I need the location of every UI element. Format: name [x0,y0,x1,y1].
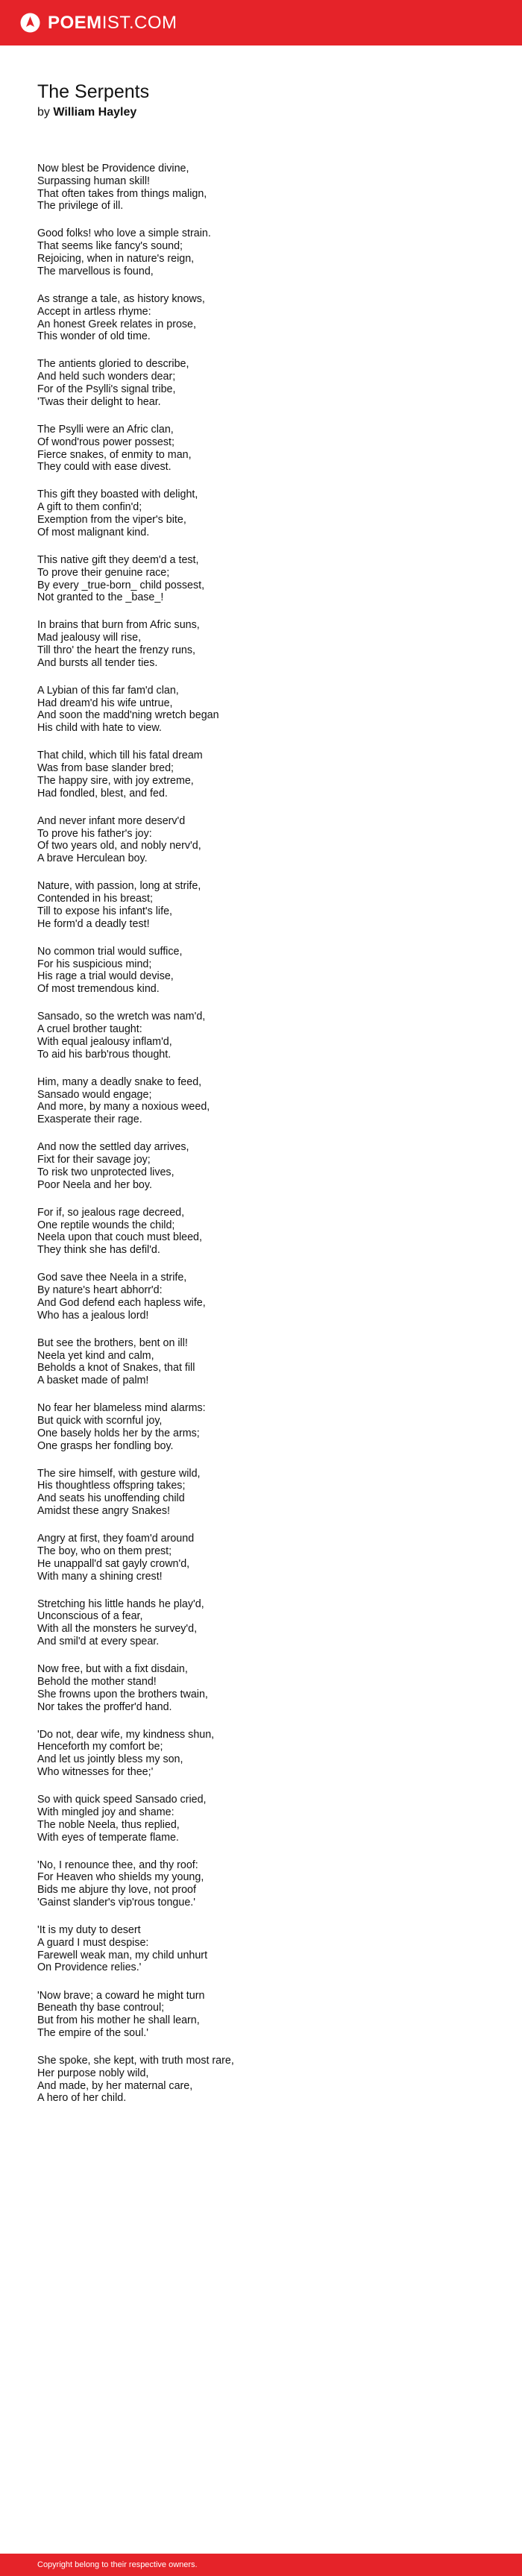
poem-header [37,81,149,120]
poem-line: Of two years old, and nobly nerv'd, [37,840,201,852]
poem-line: A gift to them confin'd; [37,501,142,514]
poem-line: As strange a tale, as history knows, [37,292,205,305]
poem-title: The Serpents [37,81,150,102]
poem-line: She spoke, she kept, with truth most rare, [37,2055,234,2067]
poem-line: She frowns upon the brothers twain, [37,1688,208,1700]
poem-line: He form'd a deadly test! [37,917,150,930]
stanza [37,750,485,799]
poem-line: By nature's heart abhorr'd: [37,1284,163,1297]
poem-line: In brains that burn from Afric suns, [37,619,200,632]
poem-line: Of most tremendous kind. [37,983,160,996]
poem-line: To prove his father's joy: [37,827,152,840]
poem-byline [37,105,149,120]
poem-line: And held such wonders dear; [37,371,176,383]
poem-line: Beholds a knot of Snakes, that fill [37,1362,195,1375]
poem-line: His child with hate to view. [37,722,162,735]
poem-line: To risk two unprotected lives, [37,1166,174,1178]
stanza [37,424,485,474]
stanza [37,1990,485,2040]
poem-line: Angry at first, they foam'd around [37,1533,195,1545]
poem-line: Neela yet kind and calm, [37,1349,154,1362]
poem-line: Stretching his little hands he play'd, [37,1598,204,1610]
poem-line: 'No, I renounce thee, and thy roof: [37,1859,198,1871]
site-footer [0,2554,522,2576]
poem-line: The boy, who on them prest; [37,1545,172,1557]
logo-wordmark [48,13,177,34]
logo-light: IST.COM [101,12,177,33]
poem-line: Unconscious of a fear, [37,1610,143,1623]
poem-line: Amidst these angry Snakes! [37,1505,171,1518]
poem-line: 'Twas their delight to hear. [37,395,161,408]
stanza [37,358,485,408]
poem-line: Sansado, so the wretch was nam'd, [37,1011,206,1023]
poem-line: Not granted to the _base_! [37,591,164,604]
poem-line: Fixt for their savage joy; [37,1154,151,1166]
poem-line: The Psylli were an Afric clan, [37,423,174,436]
poem-line: So with quick speed Sansado cried, [37,1794,207,1806]
site-header [0,0,522,45]
poem-line: Now free, but with a fixt disdain, [37,1663,188,1676]
poem-line: This wonder of old time. [37,330,151,343]
poem-line: But see the brothers, bent on ill! [37,1336,188,1349]
site-logo[interactable] [20,13,177,34]
poem-line: Behold the mother stand! [37,1675,157,1688]
stanza [37,1402,485,1452]
stanza [37,1272,485,1322]
by-label: by [37,106,50,119]
logo-bold: POEM [48,12,102,33]
poem-line: To prove their genuine race; [37,566,170,579]
stanza [37,880,485,930]
poem-line: With mingled joy and shame: [37,1806,174,1818]
poem-line: Now blest be Providence divine, [37,163,189,175]
poem-line: And more, by many a noxious weed, [37,1101,210,1113]
stanza [37,489,485,538]
stanza [37,1729,485,1779]
poem-line: That seems like fancy's sound; [37,240,183,253]
poem-line: The antients gloried to describe, [37,358,189,371]
stanza [37,1141,485,1191]
poem-line: No common trial would suffice, [37,945,183,958]
stanza [37,163,485,213]
poem-line: Him, many a deadly snake to feed, [37,1075,202,1088]
poem-line: His rage a trial would devise, [37,970,174,983]
stanza [37,1207,485,1257]
poem-line: No fear her blameless mind alarms: [37,1402,206,1415]
stanza [37,619,485,669]
poem-line: On Providence relies.' [37,1961,142,1974]
poem-line: Accept in artless rhyme: [37,305,151,318]
poem-line: And bursts all tender ties. [37,656,158,669]
poem-line: Rejoicing, when in nature's reign, [37,253,195,266]
poem-line: By every _true-born_ child possest, [37,579,205,591]
stanza [37,1468,485,1518]
poem-line: Had fondled, blest, and fed. [37,787,168,799]
poem-line: They think she has defil'd. [37,1244,160,1257]
poem-line: To aid his barb'rous thought. [37,1048,172,1061]
poem-line: 'Gainst slander's vip'rous tongue.' [37,1896,195,1909]
stanza [37,1859,485,1909]
poem-line: One basely holds her by the arms; [37,1427,200,1439]
stanza [37,1076,485,1126]
poem-line: The privilege of ill. [37,200,124,213]
poem-line: Fierce snakes, of enmity to man, [37,448,192,461]
poem-line: That often takes from things malign, [37,187,207,200]
poem-line: The happy sire, with joy extreme, [37,774,194,787]
poem-line: With all the monsters he survey'd, [37,1623,198,1636]
poem-line: This native gift they deem'd a test, [37,553,199,566]
poem-line: That child, which till his fatal dream [37,750,203,762]
stanza [37,554,485,604]
stanza [37,1533,485,1583]
poem-line: The noble Neela, thus replied, [37,1818,180,1831]
poem-line: But from his mother he shall learn, [37,2014,200,2027]
poem-line: Bids me abjure thy love, not proof [37,1884,196,1897]
poem-line: For his suspicious mind; [37,958,152,970]
poem-line: A brave Herculean boy. [37,852,148,865]
poem-body [37,163,485,2120]
poem-line: 'It is my duty to desert [37,1924,141,1937]
poem-line: Had dream'd his wife untrue, [37,697,173,709]
poem-line: With eyes of temperate flame. [37,1831,179,1844]
poem-line: And made, by her maternal care, [37,2079,193,2092]
poem-line: A Lybian of this far fam'd clan, [37,684,179,697]
poem-line: And never infant more deserv'd [37,814,186,827]
poem-line: And God defend each hapless wife, [37,1296,206,1309]
stanza [37,946,485,996]
poem-line: 'Now brave; a coward he might turn [37,1989,205,2002]
poem-line: Till to expose his infant's life, [37,905,172,917]
poem-line: And smil'd at every spear. [37,1636,160,1648]
stanza [37,1794,485,1844]
poem-line: A cruel brother taught: [37,1023,142,1036]
poem-line: Mad jealousy will rise, [37,632,142,644]
poem-line: Who witnesses for thee;' [37,1766,154,1779]
poem-line: One reptile wounds the child; [37,1219,175,1231]
stanza [37,1011,485,1061]
stanza [37,1598,485,1648]
poem-line: Farewell weak man, my child unhurt [37,1949,208,1961]
poem-line: A hero of her child. [37,2092,127,2105]
poem-line: And soon the madd'ning wretch began [37,709,219,722]
stanza [37,293,485,343]
stanza [37,1924,485,1974]
poem-line: Neela upon that couch must bleed, [37,1231,202,1244]
poem-line: Good folks! who love a simple strain. [37,227,211,240]
poem-line: Beneath thy base controul; [37,2002,165,2014]
poem-line: Till thro' the heart the frenzy runs, [37,644,195,656]
poem-line: And let us jointly bless my son, [37,1753,183,1766]
poem-line: The empire of the soul.' [37,2026,148,2039]
poem-line: Of most malignant kind. [37,526,150,538]
poem-line: Nature, with passion, long at strife, [37,880,201,893]
poem-line: Nor takes the proffer'd hand. [37,1700,172,1713]
poem-line: And seats his unoffending child [37,1492,185,1505]
poem-line: He unappall'd sat gayly crown'd, [37,1557,190,1570]
poem-line: Was from base slander bred; [37,762,174,775]
poem-line: One grasps her fondling boy. [37,1439,174,1452]
poem-line: And now the settled day arrives, [37,1141,189,1154]
poem-line: A basket made of palm! [37,1375,149,1387]
author-link[interactable]: William Hayley [53,106,137,119]
poem-line: For of the Psylli's signal tribe, [37,383,176,396]
poem-line: Who has a jealous lord! [37,1309,149,1322]
poem-line: An honest Greek relates in prose, [37,318,196,330]
poem-line: Exasperate their rage. [37,1113,142,1126]
poem-line: Henceforth my comfort be; [37,1741,163,1753]
poem-line: The marvellous is found, [37,265,154,277]
poem-line: 'Do not, dear wife, my kindness shun, [37,1728,215,1741]
stanza [37,1663,485,1713]
poemist-logo-icon [20,13,40,33]
poem-line: The sire himself, with gesture wild, [37,1467,201,1480]
poem-line: Exemption from the viper's bite, [37,514,186,527]
poem-line: Of wond'rous power possest; [37,436,174,448]
poem-line: Sansado would engage; [37,1088,152,1101]
poem-line: His thoughtless offspring takes; [37,1480,186,1492]
poem-line: Her purpose nobly wild, [37,2067,149,2079]
stanza [37,2055,485,2105]
poem-line: With many a shining crest! [37,1570,163,1583]
poem-line: With equal jealousy inflam'd, [37,1035,172,1048]
copyright-text: Copyright belong to their respective owners. [37,2560,198,2569]
stanza [37,815,485,865]
poem-line: For Heaven who shields my young, [37,1871,204,1884]
poem-line: This gift they boasted with delight, [37,489,198,501]
poem-line: Poor Neela and her boy. [37,1178,152,1191]
poem-line: A guard I must despise: [37,1936,149,1949]
poem-line: They could with ease divest. [37,461,172,474]
poem-line: For if, so jealous rage decreed, [37,1206,185,1219]
poem-line: Surpassing human skill! [37,175,150,187]
stanza [37,685,485,735]
stanza [37,1337,485,1387]
stanza [37,227,485,277]
poem-line: But quick with scornful joy, [37,1415,163,1427]
poem-line: God save thee Neela in a strife, [37,1272,187,1284]
poem-line: Contended in his breast; [37,893,153,905]
